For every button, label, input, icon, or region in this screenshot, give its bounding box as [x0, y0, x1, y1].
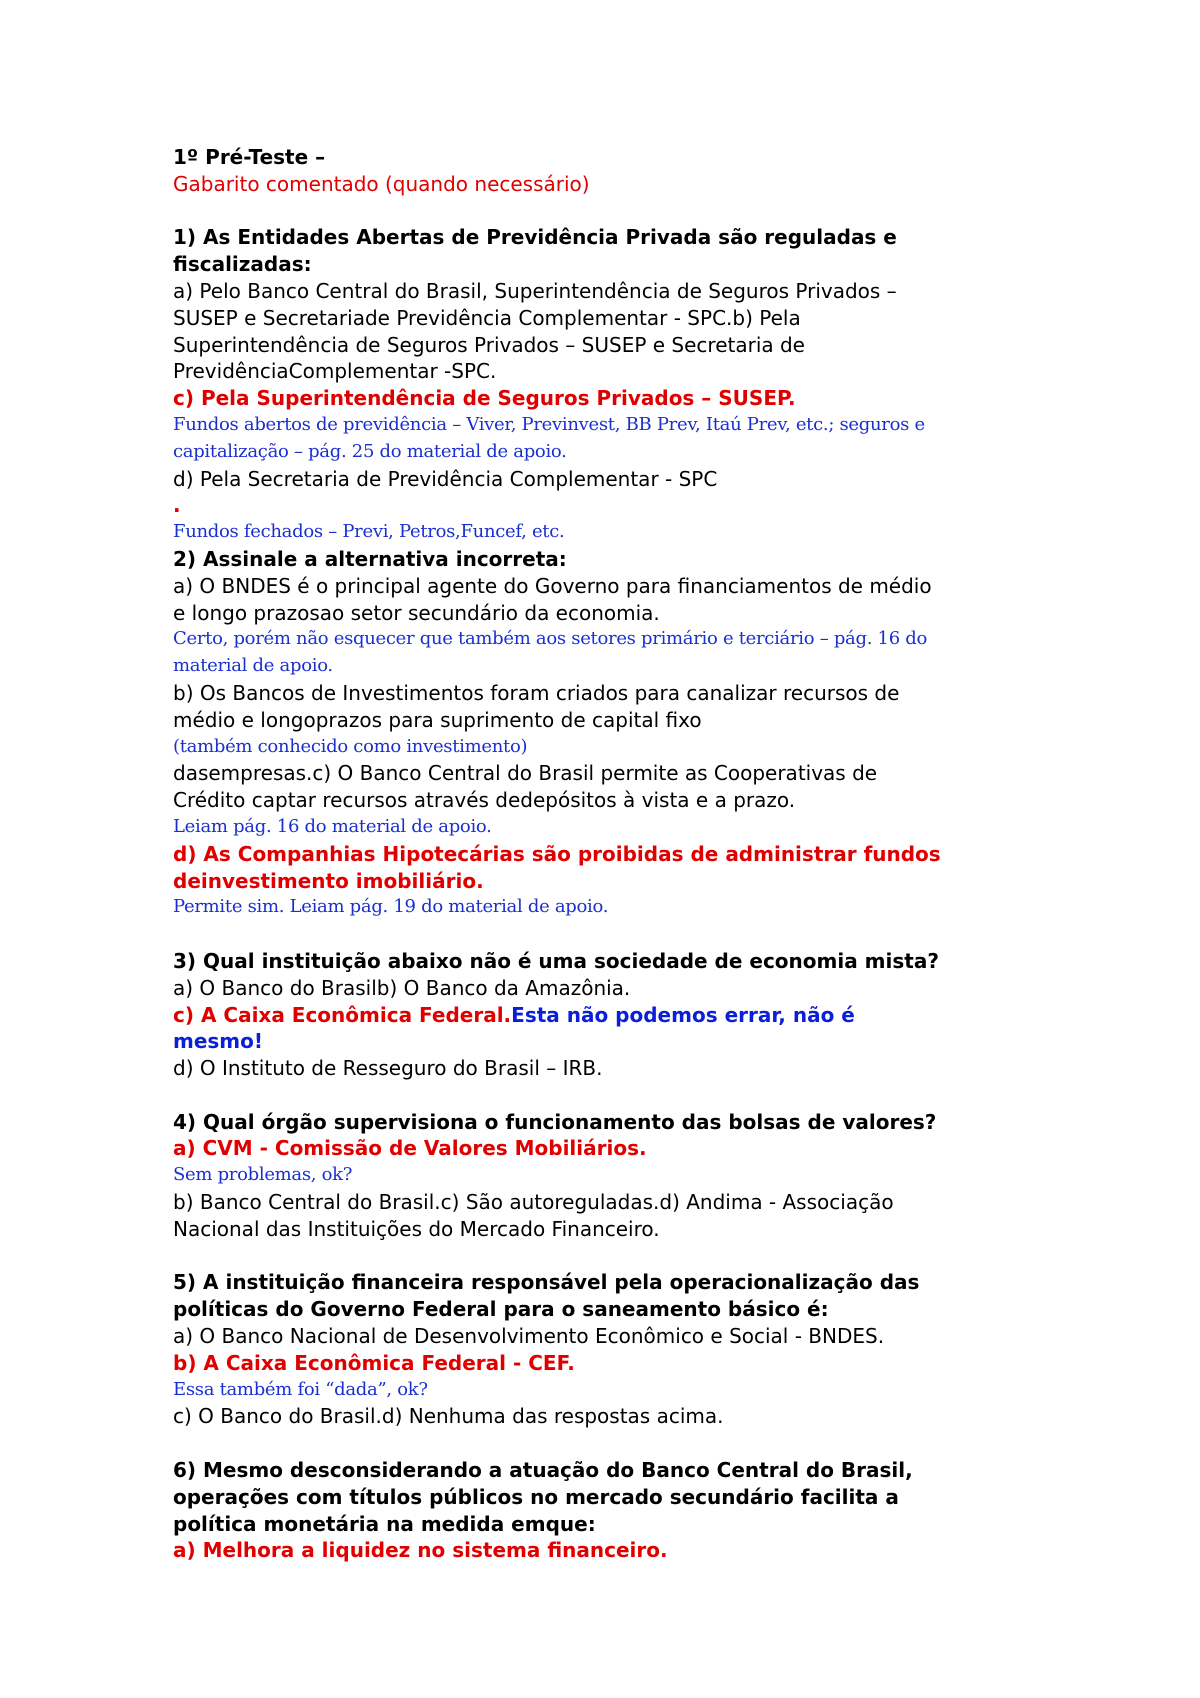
q4-options-line2: Nacional das Instituições do Mercado Financeiro. — [173, 1216, 660, 1241]
q5-title-line2: políticas do Governo Federal para o saneamento básico é: — [173, 1297, 829, 1322]
q1-option-a-line4: PrevidênciaComplementar -SPC. — [173, 359, 497, 384]
q1-title-line1: 1) As Entidades Abertas de Previdência Privada são reguladas e — [173, 225, 897, 250]
q3-options-ab: a) O Banco do Brasilb) O Banco da Amazônia. — [173, 975, 631, 1000]
doc-title: 1º Pré-Teste – — [173, 145, 326, 169]
q6-title-line1: 6) Mesmo desconsiderando a atuação do Banco Central do Brasil, — [173, 1458, 913, 1483]
q2-title: 2) Assinale a alternativa incorreta: — [173, 546, 567, 571]
q1-comment-line1: Fundos abertos de previdência – Viver, Previnvest, BB Prev, Itaú Prev, etc.; seguros e — [173, 413, 925, 435]
q1-option-a-line3: Superintendência de Seguros Privados – SUSEP e Secretaria de — [173, 332, 805, 357]
q2-option-a-line1: a) O BNDES é o principal agente do Governo para financiamentos de médio — [173, 573, 932, 598]
q3-answer: c) A Caixa Econômica Federal. — [173, 1002, 512, 1027]
q4-options-line1: b) Banco Central do Brasil.c) São autoreguladas.d) Andima - Associação — [173, 1190, 894, 1215]
doc-subtitle: Gabarito comentado (quando necessário) — [173, 171, 590, 196]
q5-answer: b) A Caixa Econômica Federal - CEF. — [173, 1350, 575, 1375]
q1-option-a-line2: SUSEP e Secretariade Previdência Complementar - SPC.b) Pela — [173, 305, 801, 330]
q2-option-a-line2: e longo prazosao setor secundário da economia. — [173, 600, 660, 625]
q3-title: 3) Qual instituição abaixo não é uma sociedade de economia mista? — [173, 948, 939, 973]
q4-title: 4) Qual órgão supervisiona o funcionamento das bolsas de valores? — [173, 1109, 937, 1134]
q6-answer: a) Melhora a liquidez no sistema financeiro. — [173, 1538, 668, 1563]
q1-answer: c) Pela Superintendência de Seguros Privados – SUSEP. — [173, 386, 796, 411]
q2-comment-a-line2: material de apoio. — [173, 655, 333, 677]
q1-option-a-line1: a) Pelo Banco Central do Brasil, Superintendência de Seguros Privados – — [173, 278, 897, 303]
q2-comment-b: (também conhecido como investimento) — [173, 735, 528, 757]
q2-comment-d: Permite sim. Leiam pág. 19 do material de apoio. — [173, 896, 609, 918]
q5-options-cd: c) O Banco do Brasil.d) Nenhuma das respostas acima. — [173, 1404, 724, 1429]
q2-option-b-line1: b) Os Bancos de Investimentos foram criados para canalizar recursos de — [173, 680, 900, 705]
q2-answer-line1: d) As Companhias Hipotecárias são proibidas de administrar fundos — [173, 841, 941, 866]
q2-comment-c: Leiam pág. 16 do material de apoio. — [173, 815, 492, 837]
q1-title-line2: fiscalizadas: — [173, 252, 312, 277]
document-page — [173, 144, 1053, 1564]
q4-answer: a) CVM - Comissão de Valores Mobiliários. — [173, 1136, 647, 1161]
q3-option-d: d) O Instituto de Resseguro do Brasil – IRB. — [173, 1056, 603, 1081]
q2-option-b-line2: médio e longoprazos para suprimento de capital fixo — [173, 707, 702, 732]
q2-option-b-line3: dasempresas.c) O Banco Central do Brasil permite as Cooperativas de — [173, 761, 878, 786]
q4-comment: Sem problemas, ok? — [173, 1164, 353, 1186]
q2-answer-line2: deinvestimento imobiliário. — [173, 868, 484, 893]
q1-comment2: Fundos fechados – Previ, Petros,Funcef, etc. — [173, 521, 565, 543]
q1-dot: . — [173, 493, 181, 518]
q1-comment-line2: capitalização – pág. 25 do material de apoio. — [173, 440, 567, 462]
q5-title-line1: 5) A instituição financeira responsável pela operacionalização das — [173, 1270, 920, 1295]
q5-comment: Essa também foi “dada”, ok? — [173, 1378, 428, 1400]
q3-comment-line2: mesmo! — [173, 1029, 264, 1054]
q6-title-line2: operações com títulos públicos no mercado secundário facilita a — [173, 1484, 899, 1509]
q2-option-b-line4: Crédito captar recursos através dedepósitos à vista e a prazo. — [173, 788, 796, 813]
q1-option-d: d) Pela Secretaria de Previdência Complementar - SPC — [173, 466, 718, 491]
q5-option-a: a) O Banco Nacional de Desenvolvimento Econômico e Social - BNDES. — [173, 1324, 885, 1349]
q3-comment-line1: Esta não podemos errar, não é — [511, 1002, 855, 1027]
q2-comment-a-line1: Certo, porém não esquecer que também aos setores primário e terciário – pág. 16 do — [173, 628, 928, 650]
q6-title-line3: política monetária na medida emque: — [173, 1511, 596, 1536]
